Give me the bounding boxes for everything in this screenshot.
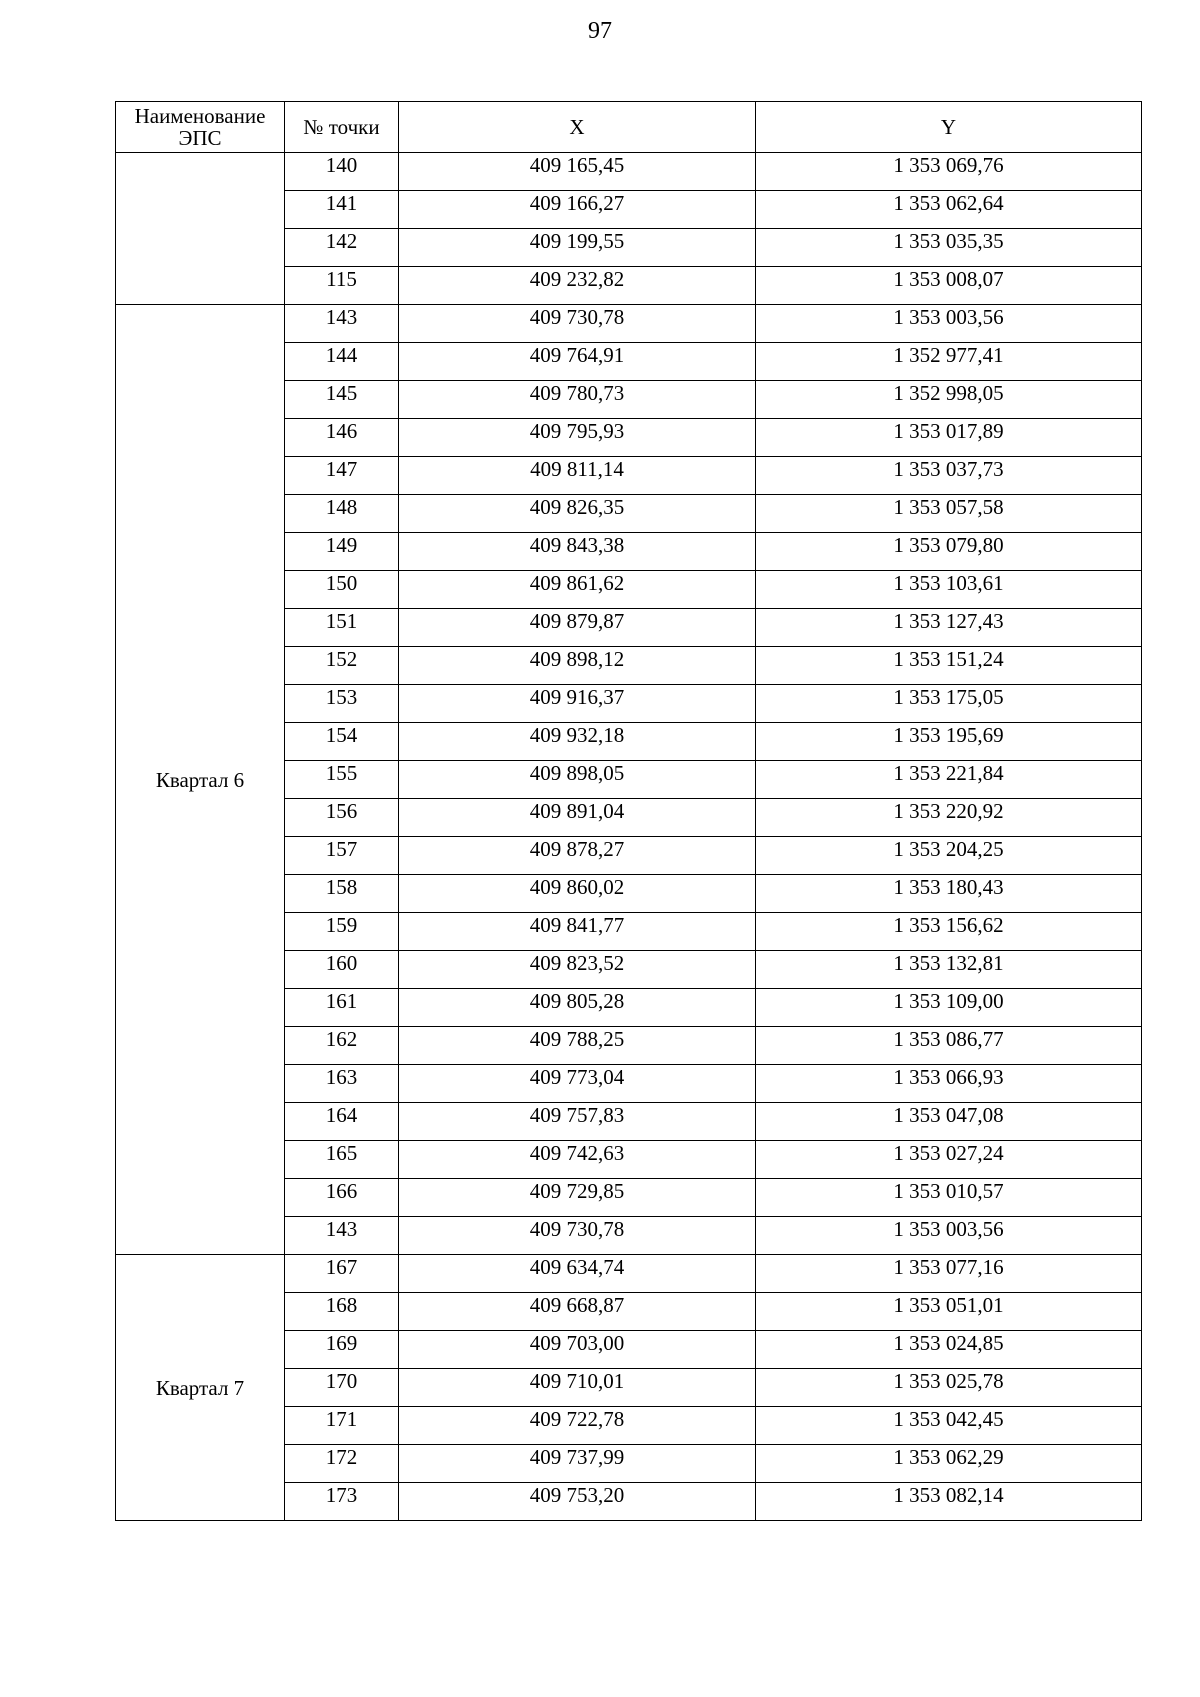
x-cell: 409 898,12	[399, 647, 756, 685]
point-cell: 170	[285, 1369, 399, 1407]
point-cell: 156	[285, 799, 399, 837]
x-cell: 409 891,04	[399, 799, 756, 837]
point-cell: 149	[285, 533, 399, 571]
y-cell: 1 353 024,85	[756, 1331, 1142, 1369]
x-cell: 409 730,78	[399, 1217, 756, 1255]
point-cell: 166	[285, 1179, 399, 1217]
y-cell: 1 353 003,56	[756, 1217, 1142, 1255]
y-cell: 1 353 069,76	[756, 153, 1142, 191]
y-cell: 1 353 151,24	[756, 647, 1142, 685]
x-cell: 409 722,78	[399, 1407, 756, 1445]
x-cell: 409 165,45	[399, 153, 756, 191]
point-cell: 154	[285, 723, 399, 761]
x-cell: 409 232,82	[399, 267, 756, 305]
y-cell: 1 352 998,05	[756, 381, 1142, 419]
point-cell: 162	[285, 1027, 399, 1065]
y-cell: 1 353 047,08	[756, 1103, 1142, 1141]
point-cell: 146	[285, 419, 399, 457]
x-cell: 409 879,87	[399, 609, 756, 647]
x-cell: 409 729,85	[399, 1179, 756, 1217]
header-x: X	[399, 102, 756, 153]
x-cell: 409 753,20	[399, 1483, 756, 1521]
point-cell: 153	[285, 685, 399, 723]
point-cell: 152	[285, 647, 399, 685]
y-cell: 1 353 017,89	[756, 419, 1142, 457]
x-cell: 409 788,25	[399, 1027, 756, 1065]
y-cell: 1 353 037,73	[756, 457, 1142, 495]
point-cell: 155	[285, 761, 399, 799]
x-cell: 409 805,28	[399, 989, 756, 1027]
table-row	[116, 1255, 1142, 1293]
y-cell: 1 353 062,29	[756, 1445, 1142, 1483]
point-cell: 173	[285, 1483, 399, 1521]
header-y: Y	[756, 102, 1142, 153]
y-cell: 1 353 010,57	[756, 1179, 1142, 1217]
point-cell: 165	[285, 1141, 399, 1179]
x-cell: 409 823,52	[399, 951, 756, 989]
x-cell: 409 795,93	[399, 419, 756, 457]
x-cell: 409 932,18	[399, 723, 756, 761]
y-cell: 1 353 127,43	[756, 609, 1142, 647]
x-cell: 409 878,27	[399, 837, 756, 875]
point-cell: 168	[285, 1293, 399, 1331]
x-cell: 409 757,83	[399, 1103, 756, 1141]
x-cell: 409 841,77	[399, 913, 756, 951]
y-cell: 1 353 062,64	[756, 191, 1142, 229]
point-cell: 164	[285, 1103, 399, 1141]
y-cell: 1 353 086,77	[756, 1027, 1142, 1065]
point-cell: 147	[285, 457, 399, 495]
x-cell: 409 773,04	[399, 1065, 756, 1103]
x-cell: 409 710,01	[399, 1369, 756, 1407]
y-cell: 1 353 042,45	[756, 1407, 1142, 1445]
y-cell: 1 353 027,24	[756, 1141, 1142, 1179]
y-cell: 1 353 003,56	[756, 305, 1142, 343]
point-cell: 158	[285, 875, 399, 913]
y-cell: 1 353 204,25	[756, 837, 1142, 875]
group-name-cell: Квартал 7	[116, 1255, 285, 1521]
x-cell: 409 742,63	[399, 1141, 756, 1179]
x-cell: 409 860,02	[399, 875, 756, 913]
point-cell: 171	[285, 1407, 399, 1445]
coordinates-table	[115, 101, 1142, 1521]
y-cell: 1 353 008,07	[756, 267, 1142, 305]
y-cell: 1 353 025,78	[756, 1369, 1142, 1407]
y-cell: 1 353 109,00	[756, 989, 1142, 1027]
point-cell: 143	[285, 1217, 399, 1255]
header-name: Наименование ЭПС	[116, 102, 285, 153]
y-cell: 1 353 175,05	[756, 685, 1142, 723]
x-cell: 409 668,87	[399, 1293, 756, 1331]
x-cell: 409 861,62	[399, 571, 756, 609]
y-cell: 1 352 977,41	[756, 343, 1142, 381]
point-cell: 150	[285, 571, 399, 609]
x-cell: 409 916,37	[399, 685, 756, 723]
y-cell: 1 353 035,35	[756, 229, 1142, 267]
x-cell: 409 730,78	[399, 305, 756, 343]
group-name-cell	[116, 153, 285, 305]
y-cell: 1 353 057,58	[756, 495, 1142, 533]
point-cell: 140	[285, 153, 399, 191]
table-row	[116, 305, 1142, 343]
y-cell: 1 353 066,93	[756, 1065, 1142, 1103]
point-cell: 163	[285, 1065, 399, 1103]
point-cell: 148	[285, 495, 399, 533]
table-body	[116, 153, 1142, 1521]
y-cell: 1 353 156,62	[756, 913, 1142, 951]
point-cell: 169	[285, 1331, 399, 1369]
point-cell: 161	[285, 989, 399, 1027]
point-cell: 115	[285, 267, 399, 305]
y-cell: 1 353 051,01	[756, 1293, 1142, 1331]
table-row	[116, 153, 1142, 191]
point-cell: 167	[285, 1255, 399, 1293]
y-cell: 1 353 079,80	[756, 533, 1142, 571]
point-cell: 144	[285, 343, 399, 381]
point-cell: 172	[285, 1445, 399, 1483]
table-header	[116, 102, 1142, 153]
y-cell: 1 353 195,69	[756, 723, 1142, 761]
x-cell: 409 764,91	[399, 343, 756, 381]
x-cell: 409 843,38	[399, 533, 756, 571]
y-cell: 1 353 220,92	[756, 799, 1142, 837]
point-cell: 141	[285, 191, 399, 229]
x-cell: 409 634,74	[399, 1255, 756, 1293]
group-name-cell: Квартал 6	[116, 305, 285, 1255]
y-cell: 1 353 103,61	[756, 571, 1142, 609]
point-cell: 145	[285, 381, 399, 419]
x-cell: 409 703,00	[399, 1331, 756, 1369]
x-cell: 409 898,05	[399, 761, 756, 799]
x-cell: 409 737,99	[399, 1445, 756, 1483]
x-cell: 409 199,55	[399, 229, 756, 267]
x-cell: 409 166,27	[399, 191, 756, 229]
y-cell: 1 353 132,81	[756, 951, 1142, 989]
y-cell: 1 353 077,16	[756, 1255, 1142, 1293]
header-point: № точки	[285, 102, 399, 153]
point-cell: 143	[285, 305, 399, 343]
y-cell: 1 353 221,84	[756, 761, 1142, 799]
point-cell: 160	[285, 951, 399, 989]
x-cell: 409 811,14	[399, 457, 756, 495]
header-row	[116, 102, 1142, 153]
point-cell: 142	[285, 229, 399, 267]
point-cell: 157	[285, 837, 399, 875]
point-cell: 151	[285, 609, 399, 647]
x-cell: 409 826,35	[399, 495, 756, 533]
point-cell: 159	[285, 913, 399, 951]
y-cell: 1 353 180,43	[756, 875, 1142, 913]
y-cell: 1 353 082,14	[756, 1483, 1142, 1521]
page-number: 97	[588, 18, 612, 44]
x-cell: 409 780,73	[399, 381, 756, 419]
